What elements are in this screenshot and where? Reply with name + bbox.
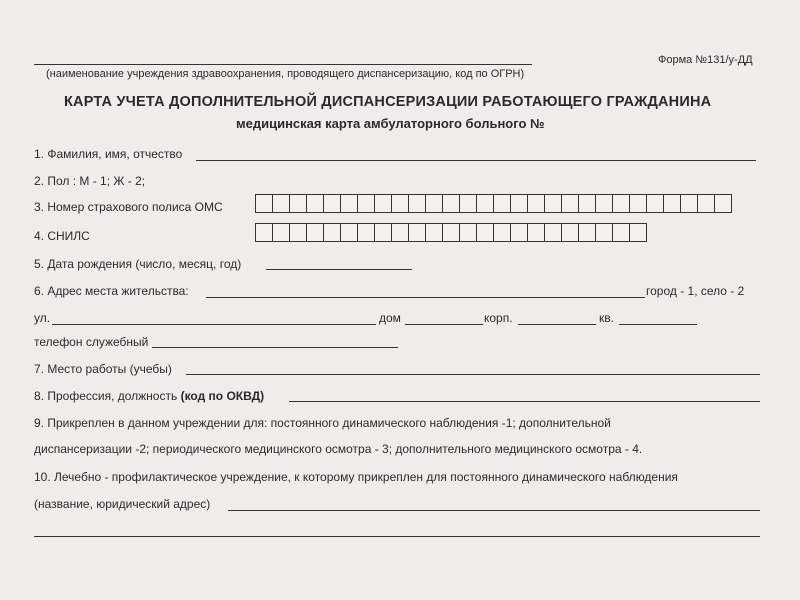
- clinic-field[interactable]: [228, 510, 760, 511]
- oms-policy-digit-cell[interactable]: [425, 194, 443, 213]
- oms-policy-digit-cell[interactable]: [714, 194, 732, 213]
- oms-policy-digit-cell[interactable]: [357, 194, 375, 213]
- institution-caption: (наименование учреждения здравоохранения, проводящего диспансеризацию, код по ОГРН): [46, 68, 525, 80]
- oms-policy-digit-cell[interactable]: [476, 194, 494, 213]
- apartment-label: кв.: [599, 311, 614, 325]
- form-number: Форма №131/у-ДД: [658, 54, 753, 66]
- snils-digit-cell[interactable]: [442, 223, 460, 242]
- institution-name-line[interactable]: [34, 64, 532, 65]
- full-name-label: 1. Фамилия, имя, отчество: [34, 147, 183, 161]
- oms-policy-digit-cell[interactable]: [493, 194, 511, 213]
- snils-digit-cell[interactable]: [408, 223, 426, 242]
- oms-policy-digit-cell[interactable]: [340, 194, 358, 213]
- oms-policy-boxes[interactable]: [255, 194, 731, 213]
- attached-purpose-line1: 9. Прикреплен в данном учреждении для: постоянного динамического наблюдения -1; дополнительной: [34, 416, 611, 430]
- snils-digit-cell[interactable]: [595, 223, 613, 242]
- apartment-field[interactable]: [619, 324, 697, 325]
- snils-digit-cell[interactable]: [510, 223, 528, 242]
- snils-boxes[interactable]: [255, 223, 646, 242]
- oms-policy-digit-cell[interactable]: [697, 194, 715, 213]
- oms-policy-digit-cell[interactable]: [306, 194, 324, 213]
- attached-purpose-line2: диспансеризации -2; периодического медицинского осмотра - 3; дополнительного медицинского осмотра - 4.: [34, 442, 643, 456]
- full-name-field[interactable]: [196, 160, 756, 161]
- oms-policy-digit-cell[interactable]: [255, 194, 273, 213]
- street-field[interactable]: [52, 324, 376, 325]
- snils-digit-cell[interactable]: [544, 223, 562, 242]
- oms-policy-digit-cell[interactable]: [578, 194, 596, 213]
- birth-date-label: 5. Дата рождения (число, месяц, год): [34, 257, 242, 271]
- snils-digit-cell[interactable]: [561, 223, 579, 242]
- snils-label: 4. СНИЛС: [34, 229, 90, 243]
- oms-policy-digit-cell[interactable]: [459, 194, 477, 213]
- snils-digit-cell[interactable]: [612, 223, 630, 242]
- work-phone-field[interactable]: [152, 347, 398, 348]
- oms-policy-label: 3. Номер страхового полиса ОМС: [34, 200, 223, 214]
- snils-digit-cell[interactable]: [425, 223, 443, 242]
- oms-policy-digit-cell[interactable]: [391, 194, 409, 213]
- clinic-field-extra[interactable]: [34, 536, 760, 537]
- street-label: ул.: [34, 311, 51, 325]
- sex-label: 2. Пол : М - 1; Ж - 2;: [34, 174, 146, 188]
- address-field[interactable]: [206, 297, 645, 298]
- snils-digit-cell[interactable]: [340, 223, 358, 242]
- snils-digit-cell[interactable]: [459, 223, 477, 242]
- profession-field[interactable]: [289, 401, 760, 402]
- okvd-code-label: (код по ОКВД): [180, 389, 265, 403]
- oms-policy-digit-cell[interactable]: [442, 194, 460, 213]
- building-field[interactable]: [518, 324, 596, 325]
- snils-digit-cell[interactable]: [323, 223, 341, 242]
- workplace-label: 7. Место работы (учебы): [34, 362, 172, 376]
- form-subtitle: медицинская карта амбулаторного больного №: [236, 116, 545, 131]
- workplace-field[interactable]: [186, 374, 760, 375]
- snils-digit-cell[interactable]: [255, 223, 273, 242]
- snils-digit-cell[interactable]: [476, 223, 494, 242]
- oms-policy-digit-cell[interactable]: [272, 194, 290, 213]
- oms-policy-digit-cell[interactable]: [510, 194, 528, 213]
- snils-digit-cell[interactable]: [391, 223, 409, 242]
- snils-digit-cell[interactable]: [306, 223, 324, 242]
- oms-policy-digit-cell[interactable]: [323, 194, 341, 213]
- oms-policy-digit-cell[interactable]: [374, 194, 392, 213]
- house-label: дом: [379, 311, 401, 325]
- oms-policy-digit-cell[interactable]: [561, 194, 579, 213]
- oms-policy-digit-cell[interactable]: [646, 194, 664, 213]
- address-type-label: город - 1, село - 2: [646, 284, 745, 298]
- birth-date-field[interactable]: [266, 269, 412, 270]
- work-phone-label: телефон служебный: [34, 335, 149, 349]
- snils-digit-cell[interactable]: [272, 223, 290, 242]
- snils-digit-cell[interactable]: [374, 223, 392, 242]
- oms-policy-digit-cell[interactable]: [663, 194, 681, 213]
- snils-digit-cell[interactable]: [527, 223, 545, 242]
- clinic-label-line2: (название, юридический адрес): [34, 497, 211, 511]
- oms-policy-digit-cell[interactable]: [408, 194, 426, 213]
- profession-label: [34, 389, 264, 403]
- address-label: 6. Адрес места жительства:: [34, 284, 189, 298]
- house-field[interactable]: [405, 324, 483, 325]
- clinic-label-line1: 10. Лечебно - профилактическое учреждение, к которому прикреплен для постоянного динамического наблюдения: [34, 470, 678, 484]
- snils-digit-cell[interactable]: [578, 223, 596, 242]
- form-title: КАРТА УЧЕТА ДОПОЛНИТЕЛЬНОЙ ДИСПАНСЕРИЗАЦИИ РАБОТАЮЩЕГО ГРАЖДАНИНА: [64, 94, 712, 110]
- snils-digit-cell[interactable]: [493, 223, 511, 242]
- building-label: корп.: [484, 311, 513, 325]
- snils-digit-cell[interactable]: [357, 223, 375, 242]
- oms-policy-digit-cell[interactable]: [680, 194, 698, 213]
- oms-policy-digit-cell[interactable]: [289, 194, 307, 213]
- profession-label-text: 8. Профессия, должность: [34, 389, 178, 403]
- oms-policy-digit-cell[interactable]: [544, 194, 562, 213]
- oms-policy-digit-cell[interactable]: [629, 194, 647, 213]
- snils-digit-cell[interactable]: [289, 223, 307, 242]
- oms-policy-digit-cell[interactable]: [595, 194, 613, 213]
- snils-digit-cell[interactable]: [629, 223, 647, 242]
- oms-policy-digit-cell[interactable]: [612, 194, 630, 213]
- oms-policy-digit-cell[interactable]: [527, 194, 545, 213]
